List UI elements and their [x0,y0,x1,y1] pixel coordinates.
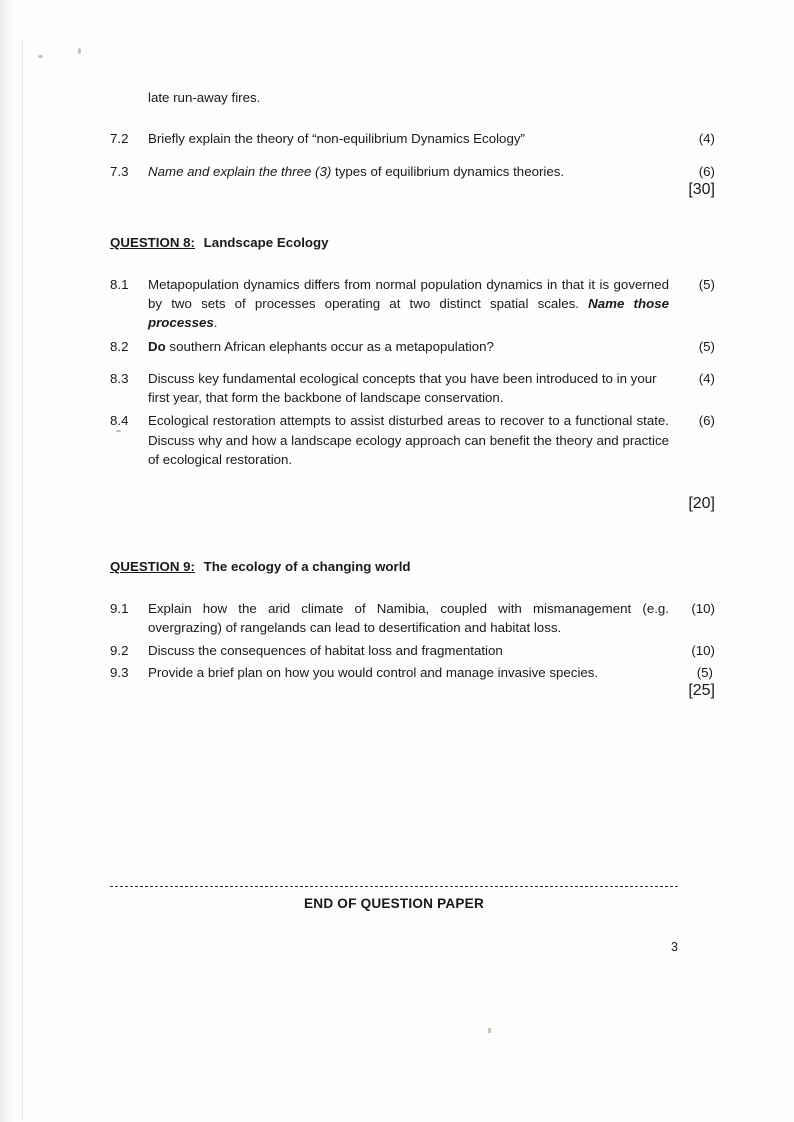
question-marks: (4) [698,131,715,147]
question-marks: (5) [696,664,713,680]
question-item [110,337,715,356]
question-number: 8.4 [110,413,129,429]
exam-content [110,88,715,700]
question-9-title: The ecology of a changing world [203,559,411,575]
question-marks: (5) [698,338,715,354]
question-text: Ecological restoration attempts to assist disturbed areas to recover to a functional state. Discuss why and how a landscape ecology approach can benefit the theory and practice of ecological restoration. [148,413,669,467]
question-item [110,369,715,408]
question-number: 8.3 [110,370,129,386]
scan-speck [38,55,43,58]
question-marks: (4) [698,370,715,386]
scan-left-line [22,40,23,1120]
question-text: Metapopulation dynamics differs from normal population dynamics in that it is governed by two sets of processes operating at two distinct spatial scales. Name those processes. [148,276,669,331]
question-number: 8.1 [110,276,129,292]
question-marks: (5) [698,276,715,292]
section-total [110,181,715,199]
question-item [110,129,715,148]
end-of-paper-text: END OF QUESTION PAPER [304,896,484,911]
question-item [110,411,715,469]
question-number: 8.2 [110,338,129,354]
continuation-text: late run-away fires. [148,90,261,105]
question-text: Briefly explain the theory of “non-equilibrium Dynamics Ecology” [148,131,525,147]
question-marks: (6) [698,413,715,429]
question-number: 9.2 [110,642,129,658]
question-8-title: Landscape Ecology [203,234,329,250]
question-text: Discuss key fundamental ecological concepts that you have been introduced to in your first year, that form the backbone of landscape conservation. [148,370,657,406]
question-8-label: QUESTION 8: [110,234,195,250]
question-item [110,641,715,660]
question-item [110,599,715,638]
question-marks: (6) [698,163,715,179]
question-text: Do southern African elephants occur as a metapopulation? [148,338,494,354]
section-total [110,682,715,700]
footer-divider [110,886,678,887]
question-number: 7.3 [110,163,129,179]
question-text: Discuss the consequences of habitat loss and fragmentation [148,642,503,658]
question-text: Name and explain the three (3) types of equilibrium dynamics theories. [148,163,565,179]
question-item [110,663,715,682]
question-8-heading [110,233,715,253]
section-total-value: [25] [688,682,715,700]
question-text: Provide a brief plan on how you would control and manage invasive species. [148,664,599,680]
question-marks: (10) [691,601,715,617]
question-9-label: QUESTION 9: [110,559,195,575]
question-number: 9.3 [110,664,129,680]
scan-speck [488,1028,491,1033]
page-number: 3 [671,940,678,954]
scan-speck [78,48,81,54]
question-number: 7.2 [110,131,129,147]
question-9-heading [110,557,715,577]
question-item [110,162,715,181]
scan-edge-shading [0,0,14,1122]
section-total-value: [20] [688,495,715,513]
question-number: 9.1 [110,601,129,617]
question-text: Explain how the arid climate of Namibia, coupled with mismanagement (e.g. overgrazing) of rangelands can lead to desertification and habitat loss. [148,601,669,636]
question-marks: (10) [691,642,715,658]
section-total-value: [30] [688,180,715,198]
question-item [110,275,715,333]
section-total [110,495,715,513]
